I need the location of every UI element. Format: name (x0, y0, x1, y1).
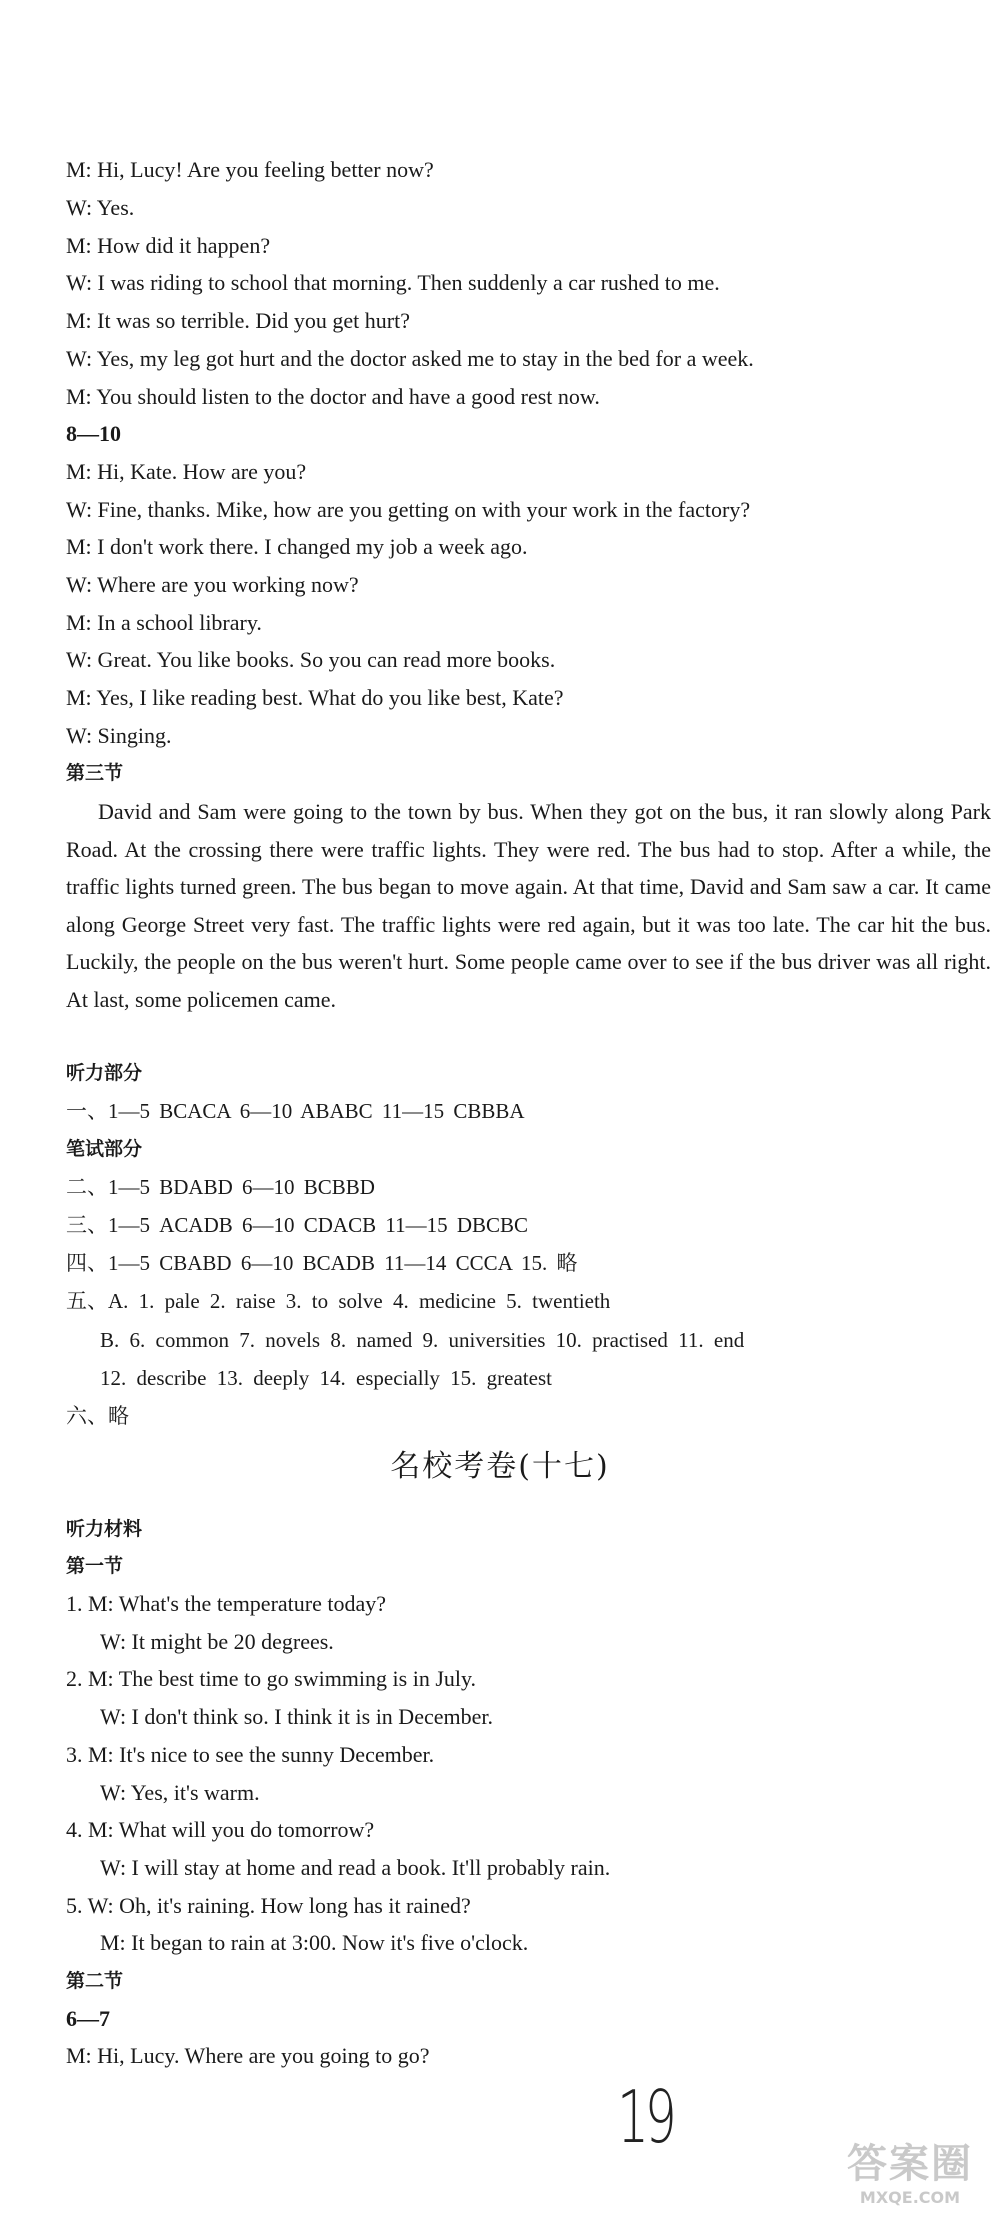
dialogue-line: W: Yes, it's warm. (100, 1780, 260, 1805)
dialogue-line: W: I was riding to school that morning. Then suddenly a car rushed to me. (66, 270, 720, 295)
question-range-label: 6—7 (66, 2006, 110, 2031)
exam-title: 名校考卷(十七) (390, 1449, 610, 1484)
dialogue-line: 4. M: What will you do tomorrow? (66, 1817, 375, 1842)
dialogue-line: M: It was so terrible. Did you get hurt? (66, 308, 410, 333)
dialogue-line: M: Hi, Lucy! Are you feeling better now? (66, 157, 434, 182)
dialogue-line: 5. W: Oh, it's raining. How long has it rained? (66, 1893, 471, 1918)
dialogue-line: M: Yes, I like reading best. What do you like best, Kate? (66, 685, 564, 710)
listening-passage: David and Sam were going to the town by bus. When they got on the bus, it ran slowly along Park Road. At the crossing there were traffic lights. They were red. The bus had to stop. After a while, the traffic lights turned green. The bus began to move again. At that time, David and Sam saw a car. It came along George Street very fast. The traffic lights were red again, but it was too late. The car hit the bus. Luckily, the people on the bus weren't hurt. Some people came over to see if the bus driver was all right. At last, some policemen came. (66, 799, 991, 1012)
dialogue-line: W: Great. You like books. So you can read more books. (66, 647, 556, 672)
answer-line: 二、1—5 BDABD 6—10 BCBBD (66, 1175, 375, 1199)
dialogue-line: W: Singing. (66, 723, 172, 748)
section-heading: 第二节 (66, 1970, 124, 1992)
dialogue-line: 3. M: It's nice to see the sunny December. (66, 1742, 435, 1767)
section-heading: 笔试部分 (66, 1138, 143, 1160)
dialogue-line: M: How did it happen? (66, 233, 271, 258)
answer-line: 三、1—5 ACADB 6—10 CDACB 11—15 DBCBC (66, 1213, 529, 1237)
dialogue-line: M: In a school library. (66, 610, 262, 635)
watermark-text: 答案圈 (847, 2141, 973, 2187)
answer-line: 12. describe 13. deeply 14. especially 15. greatest (100, 1366, 552, 1390)
watermark-url: MXQE.COM (859, 2188, 961, 2207)
section-heading: 第三节 (66, 762, 124, 784)
dialogue-line: M: Hi, Kate. How are you? (66, 459, 307, 484)
dialogue-line: W: Yes. (66, 195, 135, 220)
dialogue-line: W: Where are you working now? (66, 572, 359, 597)
dialogue-line: 2. M: The best time to go swimming is in July. (66, 1666, 477, 1691)
question-range-label: 8—10 (66, 421, 121, 446)
dialogue-line: M: You should listen to the doctor and have a good rest now. (66, 384, 600, 409)
answer-line: 五、A. 1. pale 2. raise 3. to solve 4. medicine 5. twentieth (66, 1289, 611, 1313)
answer-line: B. 6. common 7. novels 8. named 9. universities 10. practised 11. end (100, 1328, 745, 1352)
answer-line: 六、略 (66, 1404, 129, 1428)
dialogue-line: W: Fine, thanks. Mike, how are you getting on with your work in the factory? (66, 497, 751, 522)
section-heading: 第一节 (66, 1555, 124, 1577)
dialogue-line: W: It might be 20 degrees. (100, 1629, 334, 1654)
section-heading: 听力部分 (66, 1062, 143, 1084)
dialogue-line: W: I will stay at home and read a book. It'll probably rain. (100, 1855, 611, 1880)
answer-line: 四、1—5 CBABD 6—10 BCADB 11—14 CCCA 15. 略 (66, 1251, 578, 1275)
dialogue-line: M: Hi, Lucy. Where are you going to go? (66, 2043, 430, 2068)
handwritten-page-number: 19 (616, 2075, 673, 2159)
watermark-logo (830, 2140, 990, 2210)
section-heading: 听力材料 (66, 1518, 143, 1540)
dialogue-line: M: It began to rain at 3:00. Now it's five o'clock. (100, 1930, 529, 1955)
dialogue-line: W: Yes, my leg got hurt and the doctor asked me to stay in the bed for a week. (66, 346, 754, 371)
dialogue-line: W: I don't think so. I think it is in December. (100, 1704, 493, 1729)
answer-line: 一、1—5 BCACA 6—10 ABABC 11—15 CBBBA (66, 1099, 525, 1123)
dialogue-line: 1. M: What's the temperature today? (66, 1591, 387, 1616)
dialogue-line: M: I don't work there. I changed my job a week ago. (66, 534, 528, 559)
